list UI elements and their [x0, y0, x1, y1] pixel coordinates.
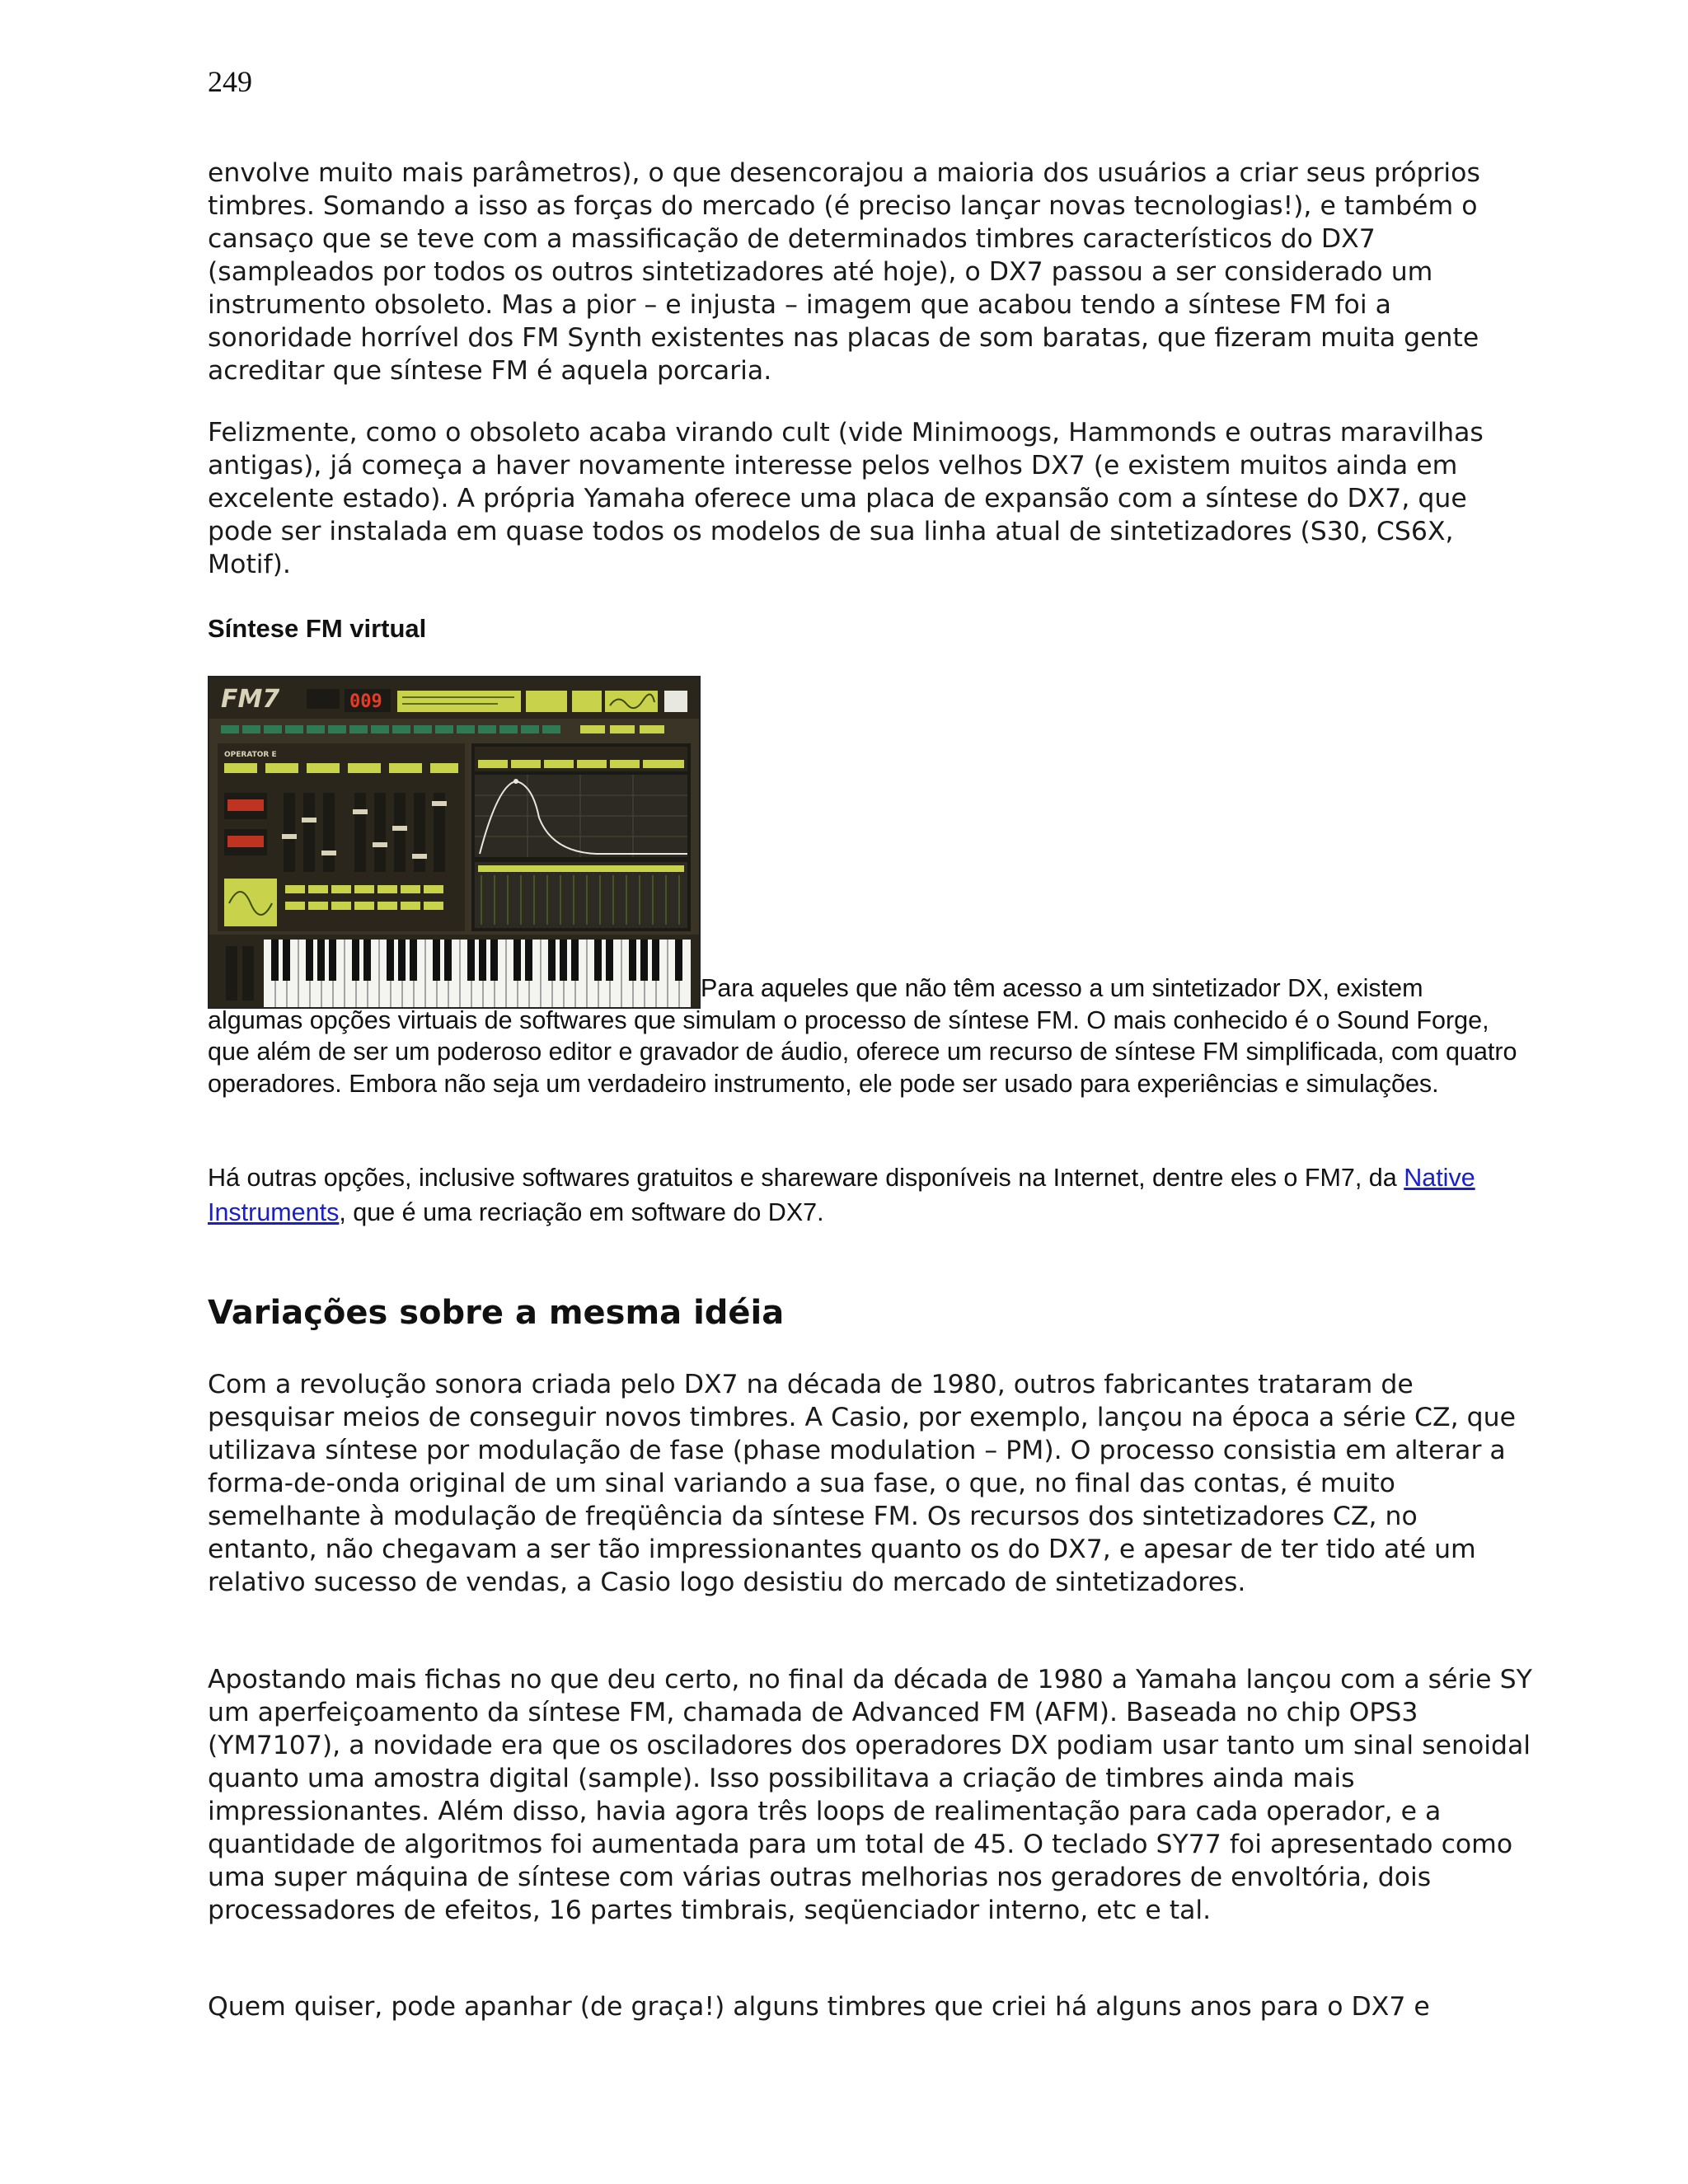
paragraph-other-options-pre: Há outras opções, inclusive softwares gratuitos e shareware disponíveis na Internet, dentre eles o FM7, da — [208, 1164, 1404, 1192]
fm7-synth-illustration — [209, 677, 699, 1007]
section-heading: Variações sobre a mesma idéia — [208, 1294, 785, 1332]
page-number: 249 — [208, 65, 252, 98]
paragraph-free-timbres: Quem quiser, pode apanhar (de graça!) alguns timbres que criei há alguns anos para o DX7 e — [208, 1992, 1430, 2022]
paragraph-other-options-post: , que é uma recriação em software do DX7. — [339, 1198, 824, 1226]
subheading-virtual-fm: Síntese FM virtual — [208, 614, 427, 643]
paragraph-virtual-options-rest: algumas opções virtuais de softwares que simulam o processo de síntese FM. O mais conhecido é o Sound Forge, que além de ser um poderoso editor e gravador de áudio, oferece um recurso de síntese FM simplificada, com quatro operadores. Embora não seja um verdadeiro instrumento, ele pode ser usado para experiências e simulações. — [208, 1005, 1517, 1098]
paragraph-other-options — [208, 1160, 1535, 1230]
paragraph-virtual-options-first-line: Para aqueles que não têm acesso a um sintetizador DX, existem — [701, 974, 1423, 1002]
paragraph-virtual-options — [208, 972, 1535, 1099]
fm7-screenshot-figure — [208, 676, 701, 1009]
fm7-operator-label: OPERATOR E — [224, 751, 277, 759]
fm7-display-value: 009 — [349, 691, 382, 712]
fm7-logo: FM7 — [221, 685, 280, 714]
paragraph-cult-revival: Felizmente, como o obsoleto acaba virando cult (vide Minimoogs, Hammonds e outras maravilhas antigas), já começa a haver novamente interesse pelos velhos DX7 (e existem muitos ainda em excelente estado). A própria Yamaha oferece uma placa de expansão com a síntese do DX7, que pode ser instalada em quase todos os modelos de sua linha atual de sintetizadores (S30, CS6X, Motif). — [208, 418, 1484, 579]
paragraph-dx7-obsolete: envolve muito mais parâmetros), o que desencorajou a maioria dos usuários a criar seus próprios timbres. Somando a isso as forças do mercado (é preciso lançar novas tecnologias!), e também o cansaço que se teve com a massificação de determinados timbres característicos do DX7 (sampleados por todos os outros sintetizadores até hoje), o DX7 passou a ser considerado um instrumento obsoleto. Mas a pior – e injusta – imagem que acabou tendo a síntese FM foi a sonoridade horrível dos FM Synth existentes nas placas de som baratas, que fizeram muita gente acreditar que síntese FM é aquela porcaria. — [208, 158, 1480, 386]
paragraph-yamaha-sy: Apostando mais fichas no que deu certo, no final da década de 1980 a Yamaha lançou com a série SY um aperfeiçoamento da síntese FM, chamada de Advanced FM (AFM). Baseada no chip OPS3 (YM7107), a novidade era que os osciladores dos operadores DX podiam usar tanto um sinal senoidal quanto uma amostra digital (sample). Isso possibilitava a criação de timbres ainda mais impressionantes. Além disso, havia agora três loops de realimentação para cada operador, e a quantidade de algoritmos foi aumentada para um total de 45. O teclado SY77 foi apresentado como uma super máquina de síntese com várias outras melhorias nos geradores de envoltória, dois processadores de efeitos, 16 partes timbrais, seqüenciador interno, etc e tal. — [208, 1665, 1532, 1925]
paragraph-casio-cz: Com a revolução sonora criada pelo DX7 na década de 1980, outros fabricantes trataram de pesquisar meios de conseguir novos timbres. A Casio, por exemplo, lançou na época a série CZ, que utilizava síntese por modulação de fase (phase modulation – PM). O processo consistia em alterar a forma-de-onda original de um sinal variando a sua fase, o que, no final das contas, é muito semelhante à modulação de freqüência da síntese FM. Os recursos dos sintetizadores CZ, no entanto, não chegavam a ser tão impressionantes quanto os do DX7, e apesar de ter tido até um relativo sucesso de vendas, a Casio logo desistiu do mercado de sintetizadores. — [208, 1370, 1516, 1597]
native-instruments-link[interactable]: Native Instruments — [208, 1164, 1475, 1226]
